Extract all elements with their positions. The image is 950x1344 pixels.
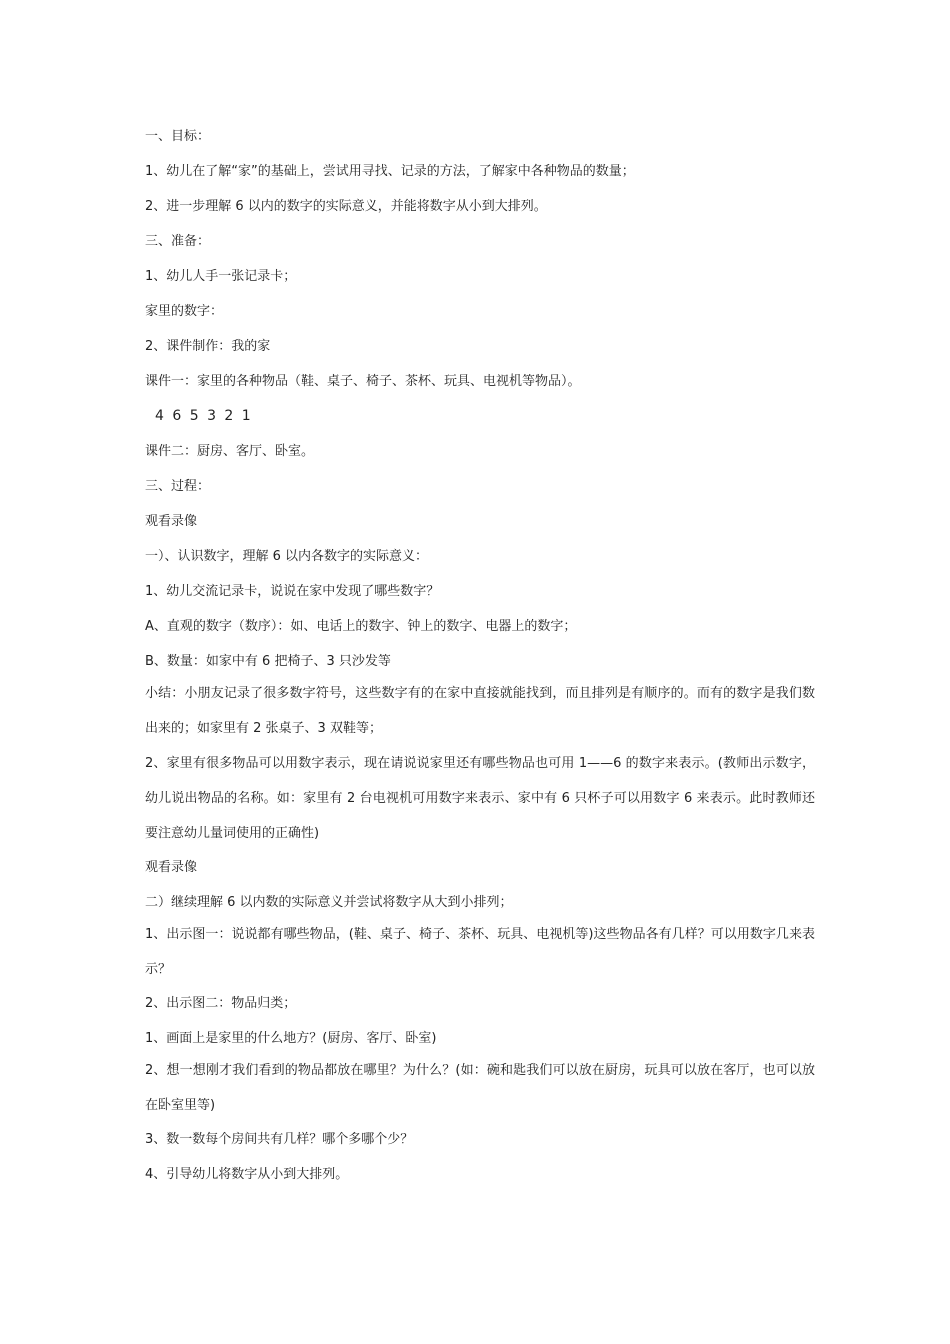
goal-2: 2、进一步理解 6 以内的数字的实际意义，并能将数字从小到大排列。	[145, 199, 547, 214]
watch-video-1: 观看录像	[145, 514, 198, 529]
show-image-2: 2、出示图二：物品归类；	[145, 996, 297, 1011]
watch-video-2: 观看录像	[145, 860, 198, 875]
heading-process: 三、过程：	[145, 479, 211, 494]
item-a: A、直观的数字（数序）：如、电话上的数字、钟上的数字、电器上的数字；	[145, 619, 577, 634]
step-2-paragraph: 2、家里有很多物品可以用数字表示，现在请说说家里还有哪些物品也可用 1——6 的数字来表示。(教师出示数字，幼儿说出物品的名称。如：家里有 2 台电视机可用数字来表示、家中有 6 只杯子可以用数字 6 来表示。此时教师还要注意幼儿量词使用的正确性)	[145, 756, 815, 841]
question-4: 4、引导幼儿将数字从小到大排列。	[145, 1167, 349, 1182]
question-2-paragraph: 2、想一想刚才我们看到的物品都放在哪里？为什么？(如：碗和匙我们可以放在厨房，玩具可以放在客厅，也可以放在卧室里等)	[145, 1063, 815, 1113]
show-image-1-paragraph: 1、出示图一：说说都有哪些物品，(鞋、桌子、椅子、茶杯、玩具、电视机等)这些物品各有几样？可以用数字几来表示？	[145, 927, 815, 977]
summary-paragraph: 小结：小朋友记录了很多数字符号，这些数字有的在家中直接就能找到，而且排列是有顺序的。而有的数字是我们数出来的；如家里有 2 张桌子、3 双鞋等；	[145, 686, 815, 736]
courseware-2: 课件二：厨房、客厅、卧室。	[145, 444, 315, 459]
item-b: B、数量：如家中有 6 把椅子、3 只沙发等	[145, 654, 391, 669]
prep-card-title: 家里的数字：	[145, 304, 224, 319]
goal-1: 1、幼儿在了解“家”的基础上，尝试用寻找、记录的方法，了解家中各种物品的数量；	[145, 164, 635, 179]
question-3: 3、数一数每个房间共有几样？哪个多哪个少？	[145, 1132, 414, 1147]
prep-1: 1、幼儿人手一张记录卡；	[145, 269, 297, 284]
document-body	[145, 126, 815, 1199]
prep-2: 2、课件制作：我的家	[145, 339, 271, 354]
heading-goals: 一、目标：	[145, 129, 211, 144]
step-1: 1、幼儿交流记录卡，说说在家中发现了哪些数字？	[145, 584, 440, 599]
section-2-title: 二）继续理解 6 以内数的实际意义并尝试将数字从大到小排列；	[145, 895, 513, 910]
heading-preparation: 三、准备：	[145, 234, 211, 249]
courseware-1: 课件一：家里的各种物品（鞋、桌子、椅子、茶杯、玩具、电视机等物品）。	[145, 374, 581, 389]
question-1: 1、画面上是家里的什么地方？(厨房、客厅、卧室)	[145, 1031, 437, 1046]
section-1-title: 一）、认识数字，理解 6 以内各数字的实际意义：	[145, 549, 429, 564]
number-sequence: 4 6 5 3 2 1	[155, 408, 253, 424]
